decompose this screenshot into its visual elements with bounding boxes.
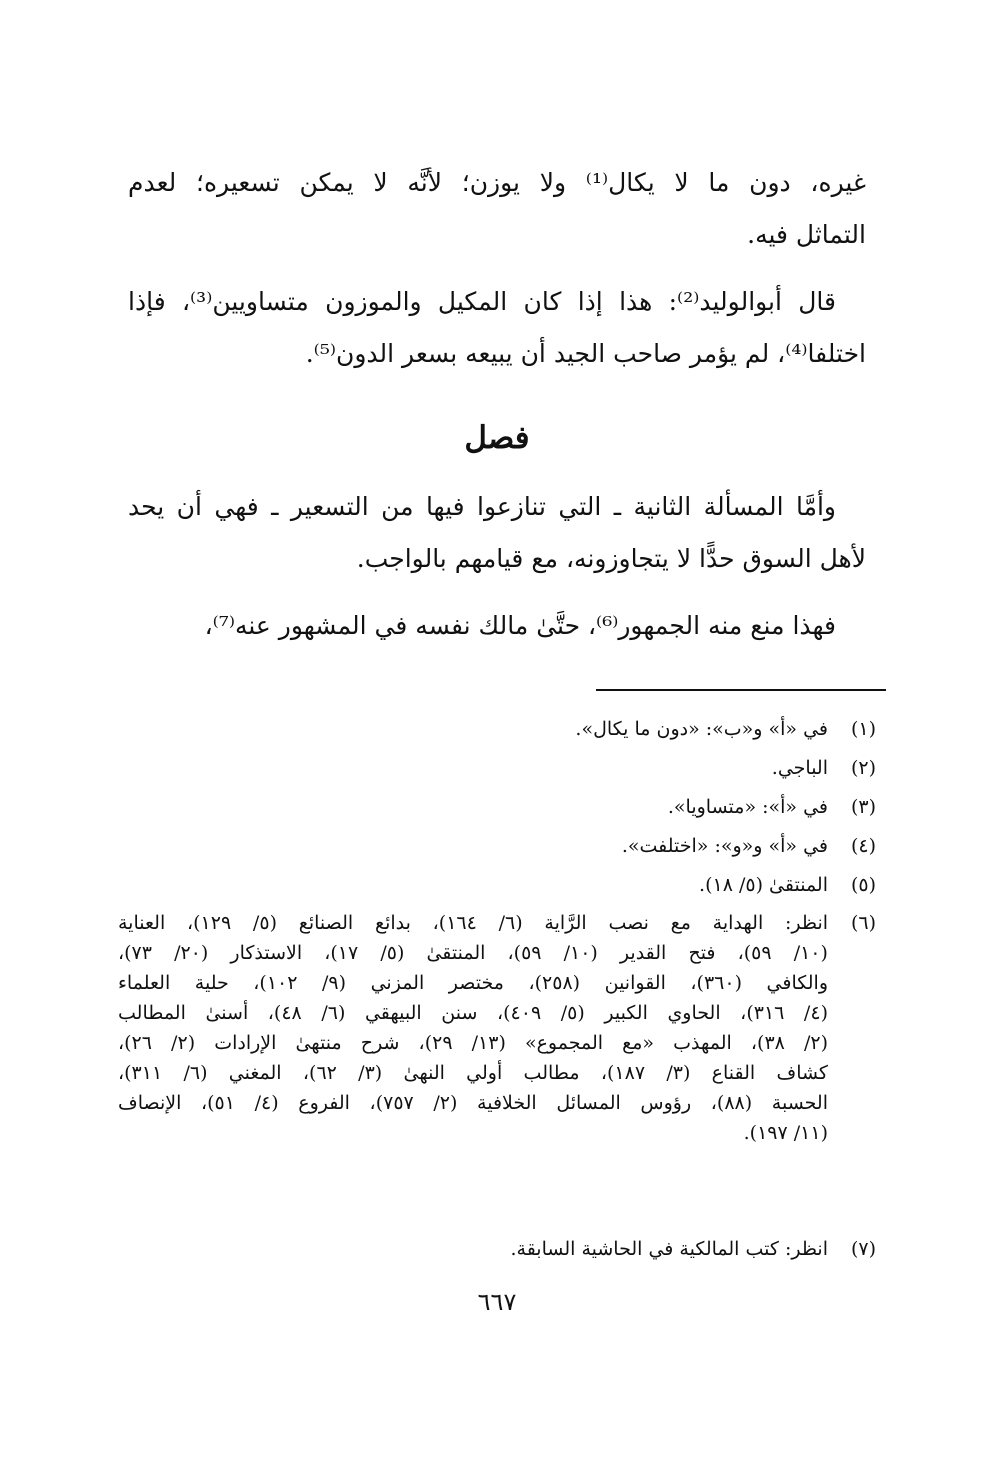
footnote-text: المنتقىٰ (٥/ ١٨). — [699, 874, 828, 896]
footnote-text-line: كشاف القناع (٣/ ١٨٧)، مطالب أولي النهىٰ (٣/ ٦٢)، المغني (٦/ ٣١١)، — [118, 1062, 828, 1084]
footnote-text-line: (٢/ ٣٨)، المهذب «مع المجموع» (١٣/ ٢٩)، شرح منتهىٰ الإرادات (٢/ ٢٦)، — [118, 1032, 828, 1054]
footnote-number: (٢) — [850, 757, 876, 779]
footnote-text: في «أ»: «متساويا». — [667, 796, 828, 818]
body-line-7: فهذا منع منه الجمهور⁽⁶⁾، حتَّىٰ مالك نفسه في المشهور عنه⁽⁷⁾، — [204, 611, 836, 640]
body-line-3: قال أبوالوليد⁽²⁾: هذا إذا كان المكيل والموزون متساويين⁽³⁾، فإذا — [128, 287, 836, 316]
footnote-text-line: (١٠/ ٥٩)، فتح القدير (١٠/ ٥٩)، المنتقىٰ (٥/ ١٧)، الاستذكار (٢٠/ ٧٣)، — [118, 942, 828, 964]
footnote-number: (٤) — [850, 835, 876, 857]
body-line-1: غيره، دون ما لا يكال⁽¹⁾ ولا يوزن؛ لأنَّه لا يمكن تسعيره؛ لعدم — [128, 168, 866, 197]
footnote-text-line: انظر: الهداية مع نصب الرَّاية (٦/ ١٦٤)، بدائع الصنائع (٥/ ١٢٩)، العناية — [118, 912, 829, 934]
footnote-text-line: (١١/ ١٩٧). — [743, 1122, 828, 1144]
body-line-6: لأهل السوق حدًّا لا يتجاوزونه، مع قيامهم بالواجب. — [356, 544, 866, 573]
footnote-text-line: (٤/ ٣١٦)، الحاوي الكبير (٥/ ٤٠٩)، سنن البيهقي (٦/ ٤٨)، أسنىٰ المطالب — [118, 1002, 828, 1024]
footnote-number: (١) — [850, 718, 876, 740]
footnote-number: (٥) — [850, 874, 876, 896]
footnote-text: في «أ» و«و»: «اختلفت». — [621, 835, 828, 857]
footnote-number: (٧) — [850, 1238, 876, 1260]
footnote-text: انظر: كتب المالكية في الحاشية السابقة. — [510, 1238, 828, 1260]
footnote-number: (٦) — [850, 912, 876, 934]
footnote-text: الباجي. — [771, 757, 828, 779]
footnote-text-line: والكافي (٣٦٠)، القوانين (٢٥٨)، مختصر المزني (٩/ ١٠٢)، حلية العلماء — [118, 972, 828, 994]
body-line-2: التماثل فيه. — [747, 220, 866, 249]
body-line-5: وأمَّا المسألة الثانية ـ التي تنازعوا فيها من التسعير ـ فهي أن يحد — [128, 492, 836, 521]
footnote-text-line: الحسبة (٨٨)، رؤوس المسائل الخلافية (٢/ ٧٥٧)، الفروع (٤/ ٥١)، الإنصاف — [118, 1092, 828, 1114]
section-heading: فصل — [464, 420, 530, 456]
footnote-separator — [596, 689, 886, 691]
footnote-text: في «أ» و«ب»: «دون ما يكال». — [575, 718, 828, 740]
footnote-number: (٣) — [850, 796, 876, 818]
page-number: ٦٦٧ — [477, 1288, 517, 1316]
body-line-4: اختلفا⁽⁴⁾، لم يؤمر صاحب الجيد أن يبيعه بسعر الدون⁽⁵⁾. — [305, 339, 866, 368]
